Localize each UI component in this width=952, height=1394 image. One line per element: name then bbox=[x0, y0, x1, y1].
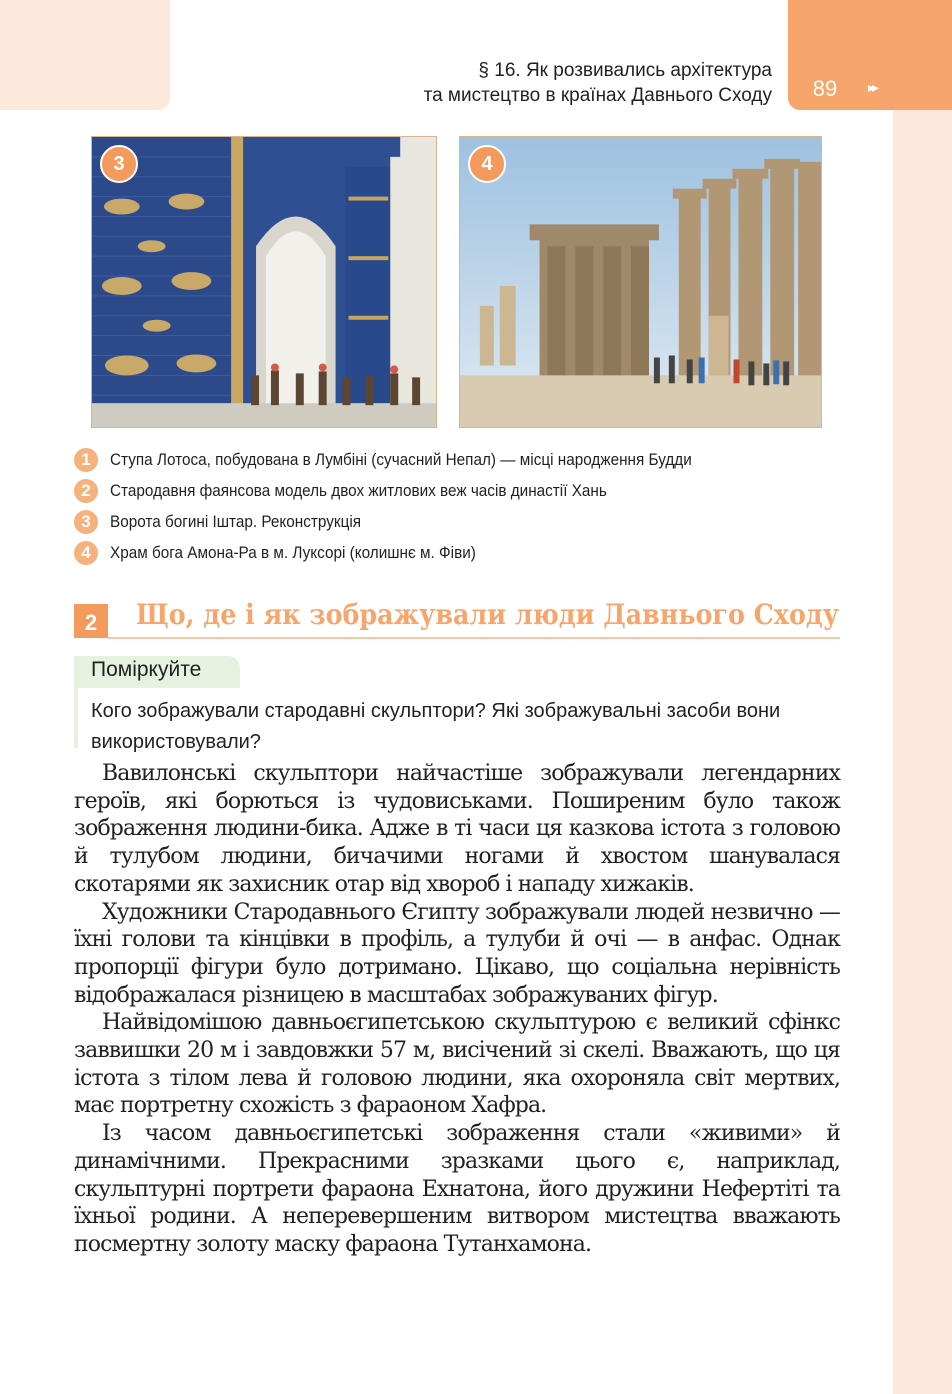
section-divider bbox=[108, 637, 840, 639]
chapter-title-line1: § 16. Як розвивались архітектура bbox=[478, 60, 772, 81]
caption-text: Храм бога Амона-Ра в м. Луксорі (колишнє м. Фіви) bbox=[110, 543, 476, 562]
chapter-title-line2: та мистецтво в країнах Давнього Сходу bbox=[423, 85, 772, 106]
caption-number: 3 bbox=[74, 510, 98, 534]
ishtar-gate-image bbox=[92, 137, 436, 427]
photo-ishtar-gate bbox=[91, 136, 437, 428]
caption-number: 2 bbox=[74, 479, 98, 503]
think-box-question: Кого зображували стародавні скульптори? Які зображувальні засоби вони використовували? bbox=[91, 700, 781, 753]
caption-text: Ворота богині Іштар. Реконструкція bbox=[110, 512, 362, 531]
caption-number: 1 bbox=[74, 448, 98, 472]
caption-text: Ступа Лотоса, побудована в Лумбіні (сучасний Непал) — місці народження Будди bbox=[110, 450, 692, 469]
paragraph: Художники Стародавнього Єгипту зображували людей незвично — їхні голови та кінцівки в профіль, а тулуби й очі — в анфас. Однак пропорції фігури було дотримано. Цікаво, що соціальна нерівність відображалася різницею в масштабах зображуваних фігур. bbox=[74, 899, 840, 1008]
photo-badge: 4 bbox=[468, 145, 506, 183]
think-box-label: Поміркуйте bbox=[91, 658, 202, 681]
section-number: 2 bbox=[74, 604, 108, 638]
header-left-tab bbox=[0, 0, 170, 110]
think-box-bar bbox=[74, 688, 78, 748]
photo-badge: 3 bbox=[100, 145, 138, 183]
luxor-temple-image bbox=[460, 137, 821, 427]
caption-number: 4 bbox=[74, 541, 98, 565]
section-title: Що, де і як зображували люди Давнього Сходу bbox=[136, 598, 839, 631]
chapter-title bbox=[424, 58, 772, 108]
next-page-arrows-icon[interactable]: ▸▸ bbox=[868, 80, 877, 96]
photo-luxor-temple bbox=[459, 136, 822, 428]
caption-item bbox=[74, 509, 389, 535]
paragraph: Із часом давньоєгипетські зображення стали «живими» й динамічними. Прекрасними зразками цього є, наприклад, скульптурні портрети фараона Ехнатона, його дружини Нефертіті та їхньої родини. А неперевершеним витвором мистецтва вважають посмертну золоту маску фараона Тутанхамона. bbox=[74, 1121, 840, 1257]
caption-text: Стародавня фаянсова модель двох житлових веж часів династії Хань bbox=[110, 481, 607, 500]
paragraph: Найвідомішою давньоєгипетською скульптурою є великий сфінкс заввишки 20 м і завдовжки 57 м, висічений зі скелі. Вважають, що ця істота з тілом лева й головою людини, яка охороняла світ мертвих, має портретну схожість з фараоном Хафра. bbox=[74, 1010, 840, 1119]
page-number: 89 bbox=[812, 76, 838, 101]
main-text bbox=[74, 760, 840, 1259]
paragraph: Вавилонські скульптори найчастіше зображували легендарних героїв, які борються із чудовиськами. Поширеним було також зображення людини-бика. Адже в ті часи ця казкова істота з головою й тулубом людини, бичачими ногами й хвостом шанувалася скотарями як захисник отар від хвороб і нападу хижаків. bbox=[74, 761, 840, 897]
caption-item bbox=[74, 478, 662, 504]
caption-item bbox=[74, 447, 756, 473]
caption-item bbox=[74, 540, 517, 566]
page-margin-strip bbox=[893, 0, 952, 1394]
